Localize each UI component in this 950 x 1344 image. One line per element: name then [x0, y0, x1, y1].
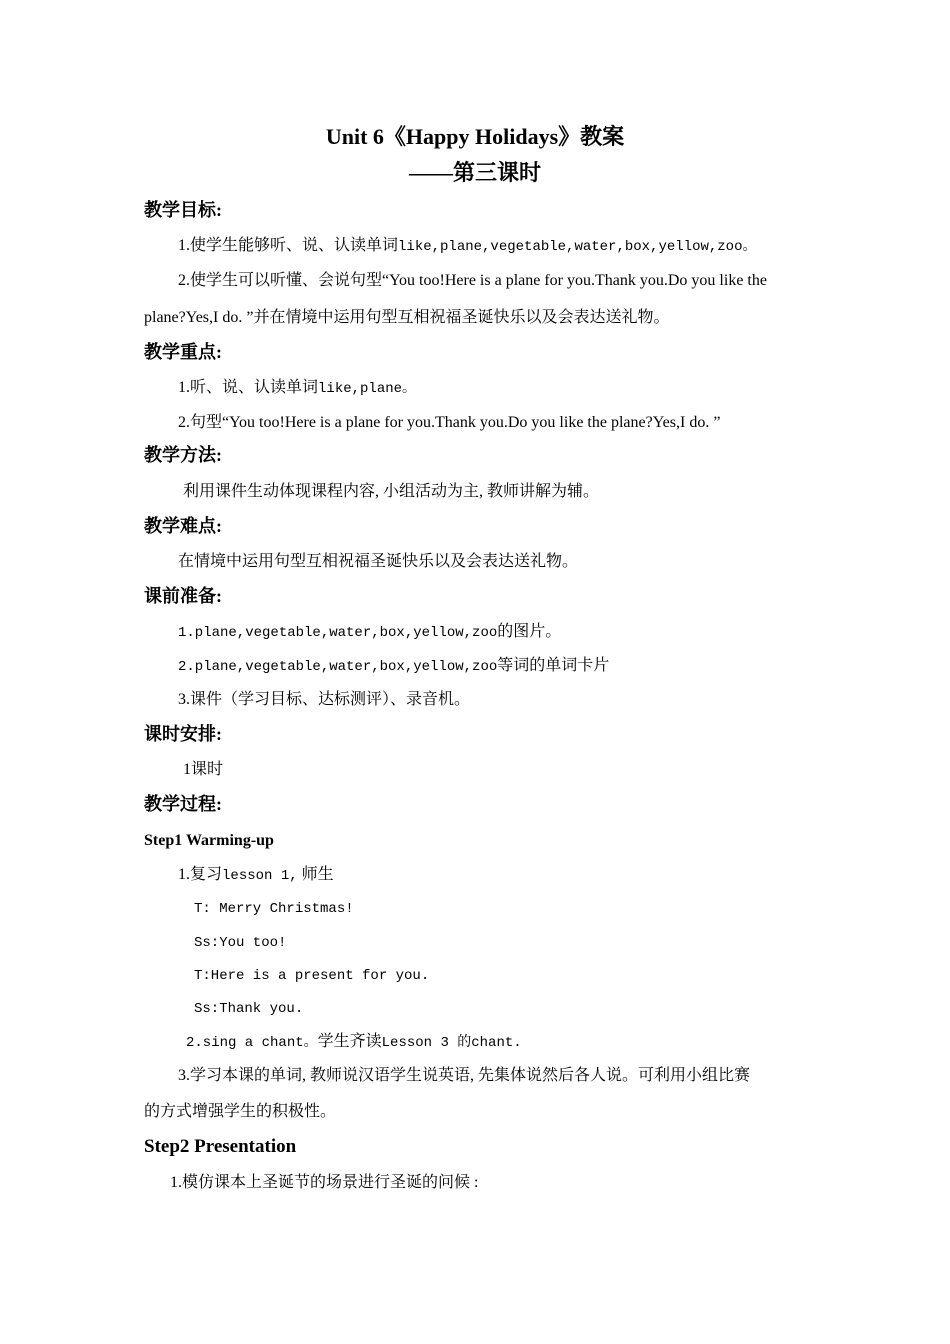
document-title: Unit 6《Happy Holidays》教案 [325, 124, 625, 149]
schedule-text: 1课时 [183, 761, 224, 778]
key-points-heading: 教学重点: [144, 342, 222, 362]
preparation-heading: 课前准备: [144, 586, 222, 606]
preparation-item-1-words: 1.plane,vegetable,water,box,yellow,zoo [178, 625, 498, 641]
objectives-item-2-line-2: plane?Yes,I do. ”并在情境中运用句型互相祝福圣诞快乐以及会表达送礼物。 [144, 309, 670, 326]
dialog-line-4: Ss:Thank you. [194, 1001, 304, 1017]
dialog-line-1: T: Merry Christmas! [194, 901, 354, 917]
objectives-item-1 [178, 236, 756, 257]
key-points-item-1-prefix: 1.听、说、认读单词 [178, 379, 319, 396]
step1-title: Step1 Warming-up [144, 832, 274, 849]
document-subtitle: ——第三课时 [408, 160, 541, 185]
methods-heading: 教学方法: [144, 445, 222, 465]
preparation-item-1-suffix: 的图片。 [497, 623, 562, 640]
step1-item-3-line-1: 3.学习本课的单词, 教师说汉语学生说英语, 先集体说然后各人说。可利用小组比赛 [178, 1067, 751, 1084]
objectives-item-2-line-1: 2.使学生可以听懂、会说句型“You too!Here is a plane for you.Thank you.Do you like the [178, 272, 767, 289]
key-points-item-2: 2.句型“You too!Here is a plane for you.Thank you.Do you like the plane?Yes,I do. ” [178, 414, 721, 431]
step2-item-1: 1.模仿课本上圣诞节的场景进行圣诞的问候 : [170, 1174, 479, 1191]
preparation-item-3: 3.课件（学习目标、达标测评）、录音机。 [178, 691, 471, 708]
step1-item-1-a: 1.复习 [178, 866, 223, 883]
methods-text: 利用课件生动体现课程内容, 小组活动为主, 教师讲解为辅。 [183, 483, 600, 500]
preparation-item-2-suffix: 等词的单词卡片 [497, 657, 610, 674]
step1-item-1-b: lesson 1, [222, 868, 298, 884]
dialog-line-2: Ss:You too! [194, 935, 287, 951]
step1-item-3-line-2: 的方式增强学生的积极性。 [144, 1103, 337, 1120]
schedule-heading: 课时安排: [144, 724, 222, 744]
preparation-item-2 [178, 656, 609, 677]
step1-item-2-c: Lesson 3 的chant. [381, 1035, 522, 1051]
objectives-item-1-words: like,plane,vegetable,water,box,yellow,zoo。 [398, 239, 757, 255]
preparation-item-1 [178, 622, 561, 643]
objectives-item-1-prefix: 1.使学生能够听、说、认读单词 [178, 237, 399, 254]
objectives-heading: 教学目标: [144, 200, 222, 220]
key-points-item-1-words: like,plane。 [318, 381, 417, 397]
step1-item-2-a: 2.sing a chant。 [186, 1035, 318, 1051]
step1-item-1 [178, 865, 334, 886]
difficulties-heading: 教学难点: [144, 516, 222, 536]
dialog-line-3: T:Here is a present for you. [194, 968, 430, 984]
step1-item-2-b: 学生齐读 [317, 1033, 382, 1050]
step1-item-1-c: 师生 [301, 866, 334, 883]
preparation-item-2-words: 2.plane,vegetable,water,box,yellow,zoo [178, 659, 498, 675]
step2-title: Step2 Presentation [144, 1136, 297, 1157]
step1-item-2 [186, 1032, 522, 1053]
process-heading: 教学过程: [144, 794, 222, 814]
difficulties-text: 在情境中运用句型互相祝福圣诞快乐以及会表达送礼物。 [178, 553, 579, 570]
key-points-item-1 [178, 378, 416, 399]
